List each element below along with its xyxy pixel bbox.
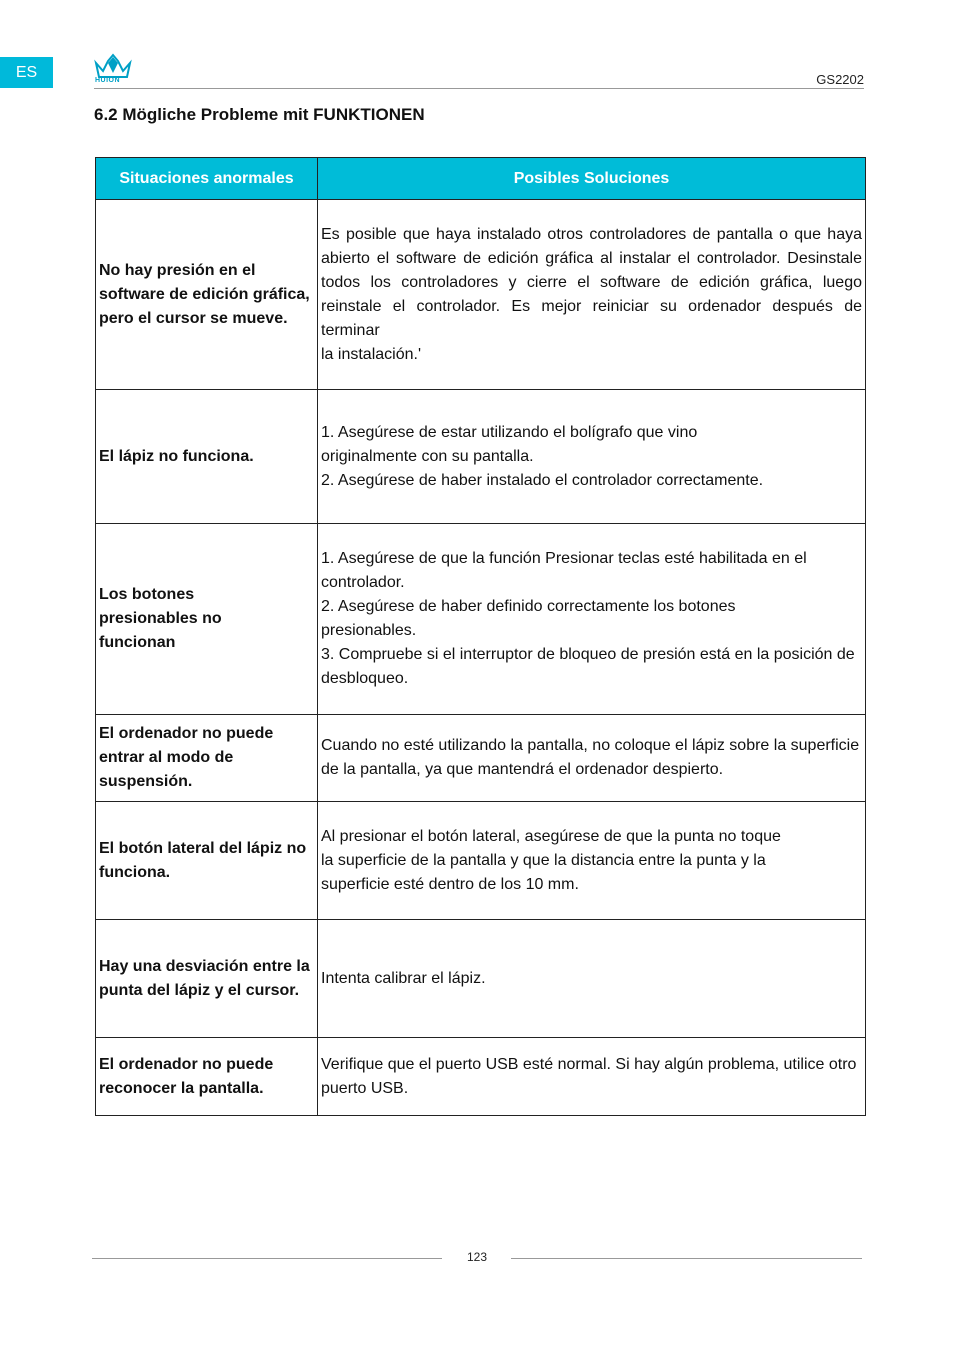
- solution-cell: [318, 802, 866, 920]
- solution-line: 1. Asegúrese de que la función Presionar teclas esté habilitada en el controlador.: [321, 550, 807, 591]
- solution-line: Es posible que haya instalado otros controladores de pantalla o que haya abierto el software de edición gráfica al instalar el controlador. Desinstale todos los controladores y cierre el software de edición gráfica, luego reinstale el controlador. Es mejor reiniciar su ordenador después de terminar: [321, 225, 862, 339]
- model-number: GS2202: [816, 72, 864, 87]
- brand-wordmark: HUION: [95, 77, 121, 84]
- solution-cell: [318, 920, 866, 1038]
- table-row: [96, 715, 866, 802]
- solution-line: la instalación.': [321, 345, 421, 363]
- solution-cell: [318, 1038, 866, 1116]
- table-row: [96, 920, 866, 1038]
- solution-line: Verifique que el puerto USB esté normal. Si hay algún problema, utilice otro puerto USB.: [321, 1055, 857, 1097]
- solution-line: 2. Asegúrese de haber instalado el controlador correctamente.: [321, 471, 764, 489]
- table-row: [96, 390, 866, 524]
- troubleshooting-table: [95, 157, 866, 1116]
- header-divider: [94, 88, 864, 89]
- problem-cell: No hay presión en el software de edición gráfica, pero el cursor se mueve.: [96, 200, 318, 390]
- section-title: 6.2 Mögliche Probleme mit FUNKTIONEN: [94, 105, 425, 124]
- problem-cell: Hay una desviación entre la punta del lápiz y el cursor.: [96, 920, 318, 1038]
- problem-cell: Los botones presionables no funcionan: [96, 524, 318, 715]
- problem-cell: El lápiz no funciona.: [96, 390, 318, 524]
- table-row: [96, 802, 866, 920]
- solution-line: la superficie de la pantalla y que la distancia entre la punta y la superficie esté dentro de los 10 mm.: [321, 851, 766, 893]
- language-tab: ES: [0, 57, 53, 88]
- solution-cell: [318, 200, 866, 390]
- problem-cell: El ordenador no puede reconocer la pantalla.: [96, 1038, 318, 1116]
- table-row: [96, 200, 866, 390]
- solution-cell: [318, 524, 866, 715]
- header-solutions: Posibles Soluciones: [318, 158, 866, 200]
- solution-line: Intenta calibrar el lápiz.: [321, 969, 486, 987]
- solution-line: 2. Asegúrese de haber definido correctamente los botones presionables.: [321, 598, 736, 639]
- header-situations: Situaciones anormales: [96, 158, 318, 200]
- table-row: [96, 524, 866, 715]
- solution-line: Al presionar el botón lateral, asegúrese de que la punta no toque: [321, 827, 781, 845]
- solution-line: 3. Compruebe si el interruptor de bloqueo de presión está en la posición de desbloqueo.: [321, 646, 855, 687]
- problem-cell: El botón lateral del lápiz no funciona.: [96, 802, 318, 920]
- table-header-row: [96, 158, 866, 200]
- table-row: [96, 1038, 866, 1116]
- solution-cell: [318, 715, 866, 802]
- page-number: 123: [466, 1250, 488, 1264]
- solution-line: 1. Asegúrese de estar utilizando el bolígrafo que vino originalmente con su pantalla.: [321, 423, 698, 465]
- solution-line: Cuando no esté utilizando la pantalla, no coloque el lápiz sobre la superficie de la pantalla, ya que mantendrá el ordenador despierto.: [321, 737, 860, 778]
- solution-cell: [318, 390, 866, 524]
- problem-cell: El ordenador no puede entrar al modo de suspensión.: [96, 715, 318, 802]
